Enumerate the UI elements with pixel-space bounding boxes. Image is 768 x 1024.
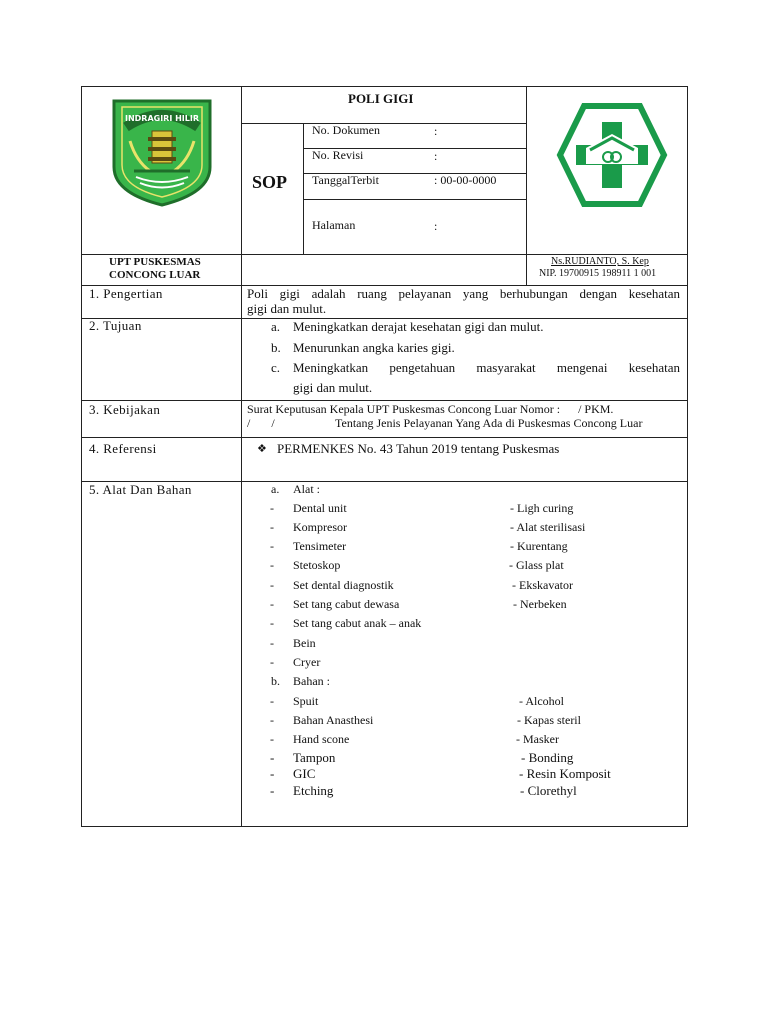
alat-item-left: Set tang cabut anak – anak (293, 616, 422, 630)
meta-label-no-revisi: No. Revisi (312, 148, 364, 162)
bahan-item-right: - Kapas steril (517, 713, 581, 727)
bahan-dash: - (270, 732, 274, 746)
bahan-item-right: - Bonding (521, 750, 574, 765)
meta-value-no-revisi: : (434, 149, 438, 163)
tujuan-item-c-line2: gigi dan mulut. (293, 380, 373, 395)
alat-item-left: Dental unit (293, 501, 347, 515)
alat-heading: Alat : (293, 482, 320, 496)
meta-label-halaman: Halaman (312, 218, 356, 232)
sop-label: SOP (252, 172, 288, 192)
alat-dash: - (270, 501, 274, 515)
bahan-item-right: - Masker (516, 732, 559, 746)
alat-item-left: Set dental diagnostik (293, 578, 394, 592)
pengertian-text-line1: Poli gigi adalah ruang pelayanan yang berhubungan dengan kesehatan (247, 286, 680, 301)
bahan-item-left: Tampon (293, 750, 336, 765)
alat-item-right: - Kurentang (510, 539, 568, 553)
bahan-item-left: Etching (293, 783, 334, 798)
alat-dash: - (270, 655, 274, 669)
alat-dash: - (270, 636, 274, 650)
bahan-dash: - (270, 694, 274, 708)
tujuan-marker-a: a. (271, 319, 281, 334)
alat-heading-marker: a. (271, 482, 280, 496)
alat-item-left: Stetoskop (293, 558, 341, 572)
bahan-heading: Bahan : (293, 674, 330, 688)
document-title: POLI GIGI (348, 91, 414, 106)
tujuan-item-b: Menurunkan angka karies gigi. (293, 340, 455, 355)
section-label-alat-bahan: 5. Alat Dan Bahan (89, 482, 192, 497)
alat-dash: - (270, 520, 274, 534)
bahan-heading-marker: b. (271, 674, 280, 688)
alat-item-left: Tensimeter (293, 539, 347, 553)
puskesmas-logo (556, 102, 668, 208)
bahan-dash: - (270, 766, 275, 781)
meta-value-halaman: : (434, 219, 438, 233)
bahan-item-right: - Alcohol (519, 694, 564, 708)
alat-dash: - (270, 597, 274, 611)
tujuan-item-c: Meningkatkan pengetahuan masyarakat mengenai kesehatan (293, 360, 680, 375)
pengertian-text-line2: gigi dan mulut. (247, 301, 327, 316)
logo-lettering: INDRAGIRI HILIR (124, 114, 200, 123)
org-name-line2: CONCONG LUAR (109, 269, 201, 281)
tujuan-marker-b: b. (271, 340, 281, 355)
alat-item-left: Bein (293, 636, 316, 650)
bahan-item-left: Spuit (293, 694, 319, 708)
meta-value-tanggal-terbit: : 00-00-0000 (434, 173, 497, 187)
bahan-item-left: Bahan Anasthesi (293, 713, 374, 727)
bahan-dash: - (270, 783, 275, 798)
meta-label-no-dokumen: No. Dokumen (312, 123, 380, 137)
section-label-referensi: 4. Referensi (89, 441, 157, 456)
alat-dash: - (270, 578, 274, 592)
alat-dash: - (270, 558, 274, 572)
kebijakan-text-line2a: / / (247, 416, 275, 430)
alat-item-right: - Alat sterilisasi (510, 520, 586, 534)
bahan-item-right: - Clorethyl (520, 783, 577, 798)
org-name-line1: UPT PUSKESMAS (109, 256, 201, 268)
bahan-item-left: Hand scone (293, 732, 350, 746)
bahan-dash: - (270, 713, 274, 727)
bahan-dash: - (270, 750, 275, 765)
meta-label-tanggal-terbit: TanggalTerbit (312, 173, 379, 187)
alat-item-right: - Nerbeken (513, 597, 567, 611)
referensi-bullet-icon: ❖ (257, 442, 267, 455)
meta-value-no-dokumen: : (434, 124, 438, 138)
tujuan-item-a: Meningkatkan derajat kesehatan gigi dan mulut. (293, 319, 544, 334)
bahan-item-right: - Resin Komposit (519, 766, 611, 781)
indragiri-hilir-logo (110, 97, 214, 209)
kebijakan-text-line2b: Tentang Jenis Pelayanan Yang Ada di Puskesmas Concong Luar (335, 416, 643, 430)
alat-dash: - (270, 616, 274, 630)
kebijakan-text-line1: Surat Keputusan Kepala UPT Puskesmas Concong Luar Nomor : / PKM. (247, 402, 614, 416)
alat-item-left: Cryer (293, 655, 321, 669)
signer-nip: NIP. 19700915 198911 1 001 (539, 268, 657, 279)
referensi-text: PERMENKES No. 43 Tahun 2019 tentang Puskesmas (277, 441, 560, 456)
signer-name: Ns.RUDIANTO, S. Kep (551, 256, 649, 267)
tujuan-marker-c: c. (271, 360, 281, 375)
section-label-tujuan: 2. Tujuan (89, 318, 142, 333)
section-label-kebijakan: 3. Kebijakan (89, 402, 161, 417)
alat-item-left: Set tang cabut dewasa (293, 597, 400, 611)
alat-item-right: - Ekskavator (512, 578, 573, 592)
alat-item-right: - Ligh curing (510, 501, 574, 515)
alat-dash: - (270, 539, 274, 553)
alat-item-right: - Glass plat (509, 558, 564, 572)
alat-item-left: Kompresor (293, 520, 347, 534)
bahan-item-left: GIC (293, 766, 316, 781)
section-label-pengertian: 1. Pengertian (89, 286, 163, 301)
